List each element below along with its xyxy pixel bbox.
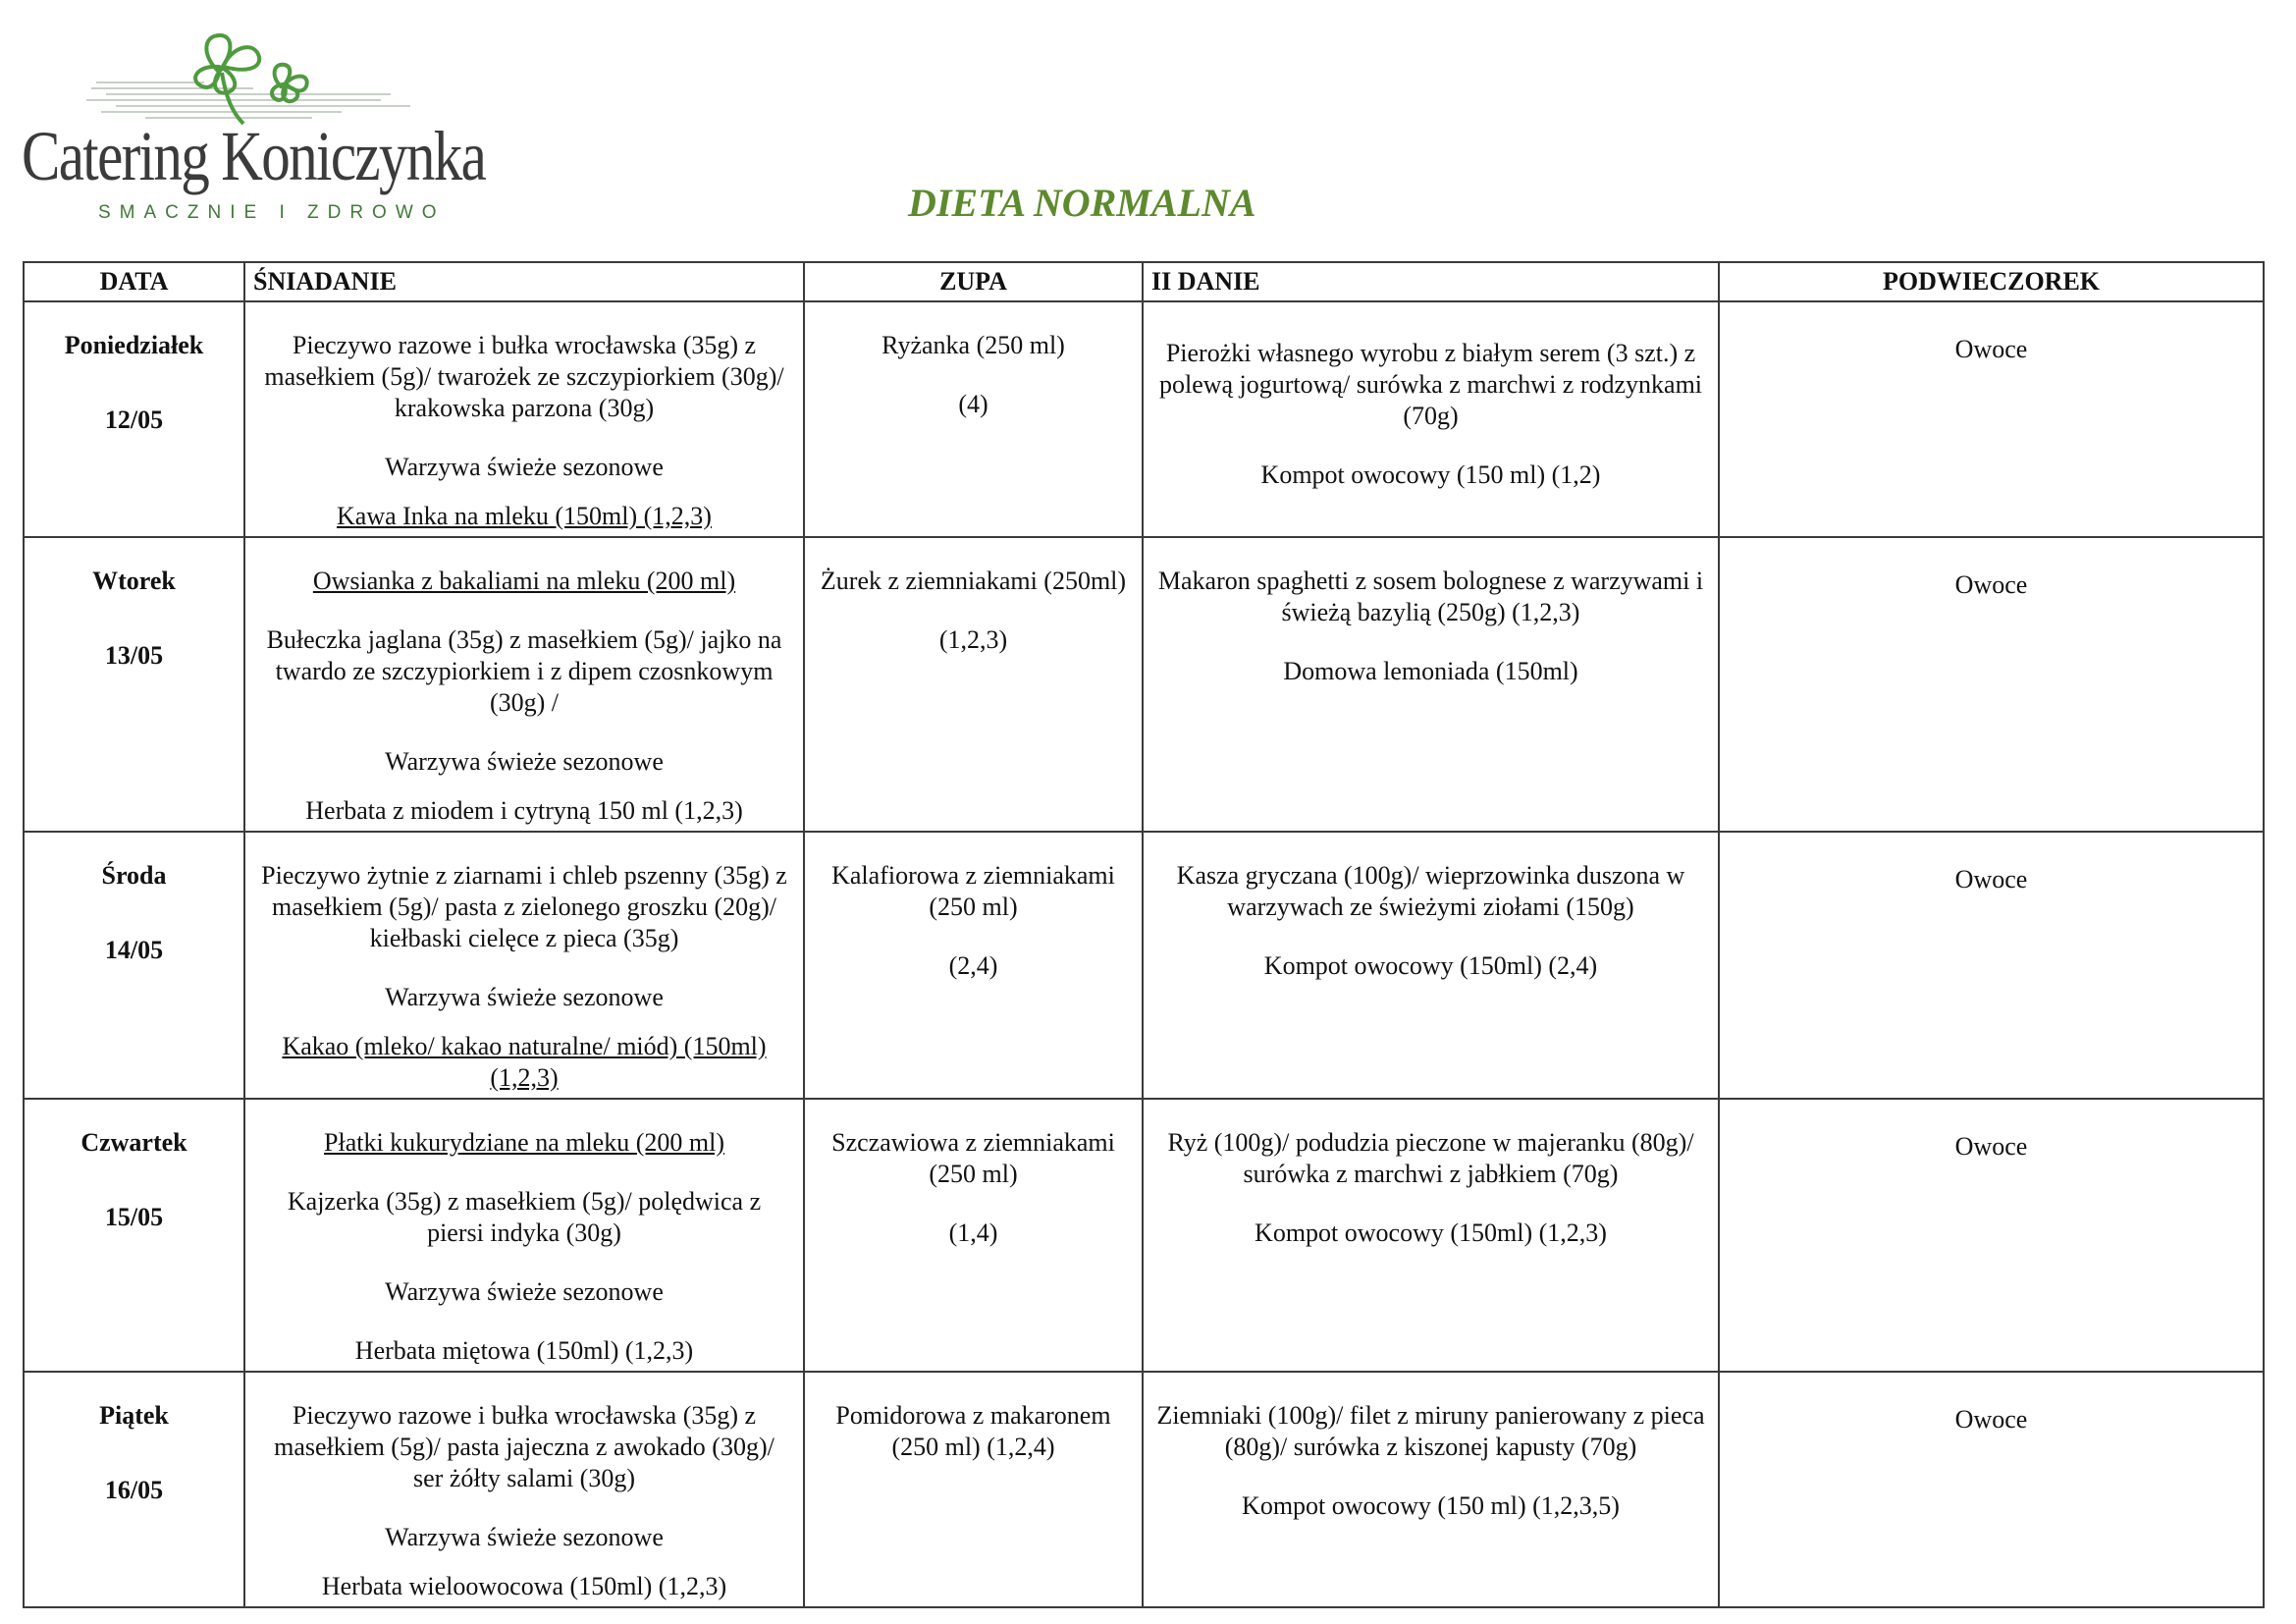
- day-name: Piątek: [99, 1401, 169, 1430]
- table-row: [24, 1099, 2264, 1372]
- breakfast-vegetables: Warzywa świeże sezonowe: [385, 453, 664, 481]
- breakfast-main: Pieczywo żytnie z ziarnami i chleb pszenny (35g) z masełkiem (5g)/ pasta z zielonego groszku (20g)/ kiełbaski cielęce z pieca (35g): [261, 861, 787, 952]
- day-date: 15/05: [104, 1203, 164, 1231]
- day-date: 16/05: [104, 1476, 164, 1504]
- breakfast-drink: Herbata miętowa (150ml) (1,2,3): [354, 1336, 694, 1365]
- snack-name: Owoce: [1954, 1132, 2028, 1161]
- day-cell: [24, 301, 244, 537]
- breakfast-drink: Herbata z miodem i cytryną 150 ml (1,2,3): [305, 796, 743, 825]
- clover-logo-icon: [86, 18, 420, 131]
- breakfast-cell: [244, 832, 804, 1099]
- soup-name: Pomidorowa z makaronem (250 ml) (1,2,4): [835, 1401, 1111, 1461]
- snack-cell: [1719, 1099, 2264, 1372]
- table-row: [24, 832, 2264, 1099]
- day-cell: [24, 537, 244, 832]
- main-dish-name: Ryż (100g)/ podudzia pieczone w majeranku (80g)/ surówka z marchwi z jabłkiem (70g): [1167, 1128, 1694, 1188]
- day-cell: [24, 1099, 244, 1372]
- breakfast-cell: [244, 1372, 804, 1607]
- main-dish-drink: Kompot owocowy (150ml) (1,2,3): [1255, 1218, 1607, 1247]
- soup-cell: [804, 1372, 1143, 1607]
- breakfast-cell: [244, 301, 804, 537]
- menu-table: [23, 261, 2265, 1608]
- soup-cell: [804, 832, 1143, 1099]
- main-dish-name: Kasza gryczana (100g)/ wieprzowinka duszona w warzywach ze świeżymi ziołami (150g): [1176, 861, 1685, 921]
- main-dish-cell: [1143, 537, 1719, 832]
- snack-name: Owoce: [1954, 865, 2028, 893]
- header-sniadanie: ŚNIADANIE: [244, 262, 804, 301]
- breakfast-main: Bułeczka jaglana (35g) z masełkiem (5g)/ jajko na twardo ze szczypiorkiem i z dipem czosnkowym (30g) /: [266, 625, 782, 717]
- snack-name: Owoce: [1954, 1405, 2028, 1434]
- day-cell: [24, 832, 244, 1099]
- snack-cell: [1719, 832, 2264, 1099]
- header-zupa: ZUPA: [804, 262, 1143, 301]
- breakfast-vegetables: Warzywa świeże sezonowe: [385, 1523, 664, 1551]
- day-date: 14/05: [104, 936, 164, 964]
- breakfast-vegetables: Warzywa świeże sezonowe: [385, 1277, 664, 1306]
- snack-cell: [1719, 537, 2264, 832]
- logo-tagline: SMACZNIE I ZDROWO: [98, 202, 446, 223]
- day-name: Środa: [101, 861, 167, 890]
- soup-allergens: (1,4): [948, 1218, 998, 1247]
- header-data: DATA: [24, 262, 244, 301]
- soup-allergens: (1,2,3): [938, 625, 1008, 654]
- snack-name: Owoce: [1954, 335, 2028, 363]
- snack-cell: [1719, 301, 2264, 537]
- breakfast-cell: [244, 1099, 804, 1372]
- breakfast-cell: [244, 537, 804, 832]
- day-cell: [24, 1372, 244, 1607]
- breakfast-main: Pieczywo razowe i bułka wrocławska (35g) z masełkiem (5g)/ twarożek ze szczypiorkiem (30g)/ krakowska parzona (30g): [264, 331, 784, 422]
- soup-allergens: (4): [958, 390, 988, 418]
- day-name: Poniedziałek: [64, 331, 204, 359]
- soup-name: Ryżanka (250 ml): [881, 331, 1065, 359]
- main-dish-cell: [1143, 832, 1719, 1099]
- header-row: [24, 262, 2264, 301]
- day-date: 13/05: [104, 641, 164, 670]
- main-dish-cell: [1143, 1099, 1719, 1372]
- page-title: DIETA NORMALNA: [908, 181, 1256, 225]
- soup-name: Żurek z ziemniakami (250ml): [820, 567, 1127, 595]
- main-dish-name: Ziemniaki (100g)/ filet z miruny panierowany z pieca (80g)/ surówka z kiszonej kapusty (70g): [1156, 1401, 1705, 1461]
- snack-name: Owoce: [1954, 570, 2028, 599]
- main-dish-drink: Kompot owocowy (150 ml) (1,2): [1260, 460, 1601, 489]
- main-dish-cell: [1143, 301, 1719, 537]
- day-name: Wtorek: [92, 567, 176, 595]
- main-dish-drink: Domowa lemoniada (150ml): [1283, 657, 1578, 685]
- table-row: [24, 1372, 2264, 1607]
- soup-name: Kalafiorowa z ziemniakami (250 ml): [831, 861, 1115, 921]
- main-dish-drink: Kompot owocowy (150ml) (2,4): [1263, 951, 1598, 980]
- breakfast-cereal: Płatki kukurydziane na mleku (200 ml): [324, 1128, 724, 1157]
- snack-cell: [1719, 1372, 2264, 1607]
- breakfast-porridge: Owsianka z bakaliami na mleku (200 ml): [312, 567, 736, 595]
- day-name: Czwartek: [80, 1128, 187, 1157]
- breakfast-vegetables: Warzywa świeże sezonowe: [385, 983, 664, 1011]
- table-row: [24, 301, 2264, 537]
- breakfast-drink: Kawa Inka na mleku (150ml) (1,2,3): [337, 502, 712, 530]
- breakfast-main: Kajzerka (35g) z masełkiem (5g)/ polędwica z piersi indyka (30g): [287, 1187, 762, 1247]
- day-date: 12/05: [104, 406, 164, 434]
- soup-cell: [804, 301, 1143, 537]
- header-podwieczorek: PODWIECZOREK: [1719, 262, 2264, 301]
- main-dish-name: Makaron spaghetti z sosem bolognese z warzywami i świeżą bazylią (250g) (1,2,3): [1157, 567, 1704, 626]
- main-dish-drink: Kompot owocowy (150 ml) (1,2,3,5): [1242, 1491, 1620, 1520]
- main-dish-cell: [1143, 1372, 1719, 1607]
- logo-name: Catering Koniczynka: [22, 117, 486, 195]
- soup-allergens: (2,4): [948, 951, 998, 980]
- table-row: [24, 537, 2264, 832]
- main-dish-name: Pierożki własnego wyrobu z białym serem (3 szt.) z polewą jogurtową/ surówka z marchwi z rodzynkami (70g): [1158, 339, 1703, 430]
- soup-cell: [804, 537, 1143, 832]
- breakfast-drink: Kakao (mleko/ kakao naturalne/ miód) (150ml) (1,2,3): [282, 1032, 767, 1092]
- soup-cell: [804, 1099, 1143, 1372]
- breakfast-main: Pieczywo razowe i bułka wrocławska (35g) z masełkiem (5g)/ pasta jajeczna z awokado (30g)/ ser żółty salami (30g): [274, 1401, 774, 1492]
- breakfast-drink: Herbata wieloowocowa (150ml) (1,2,3): [321, 1572, 727, 1600]
- header-ii-danie: II DANIE: [1143, 262, 1719, 301]
- breakfast-vegetables: Warzywa świeże sezonowe: [385, 747, 664, 776]
- soup-name: Szczawiowa z ziemniakami (250 ml): [831, 1128, 1115, 1188]
- company-logo: [18, 18, 486, 229]
